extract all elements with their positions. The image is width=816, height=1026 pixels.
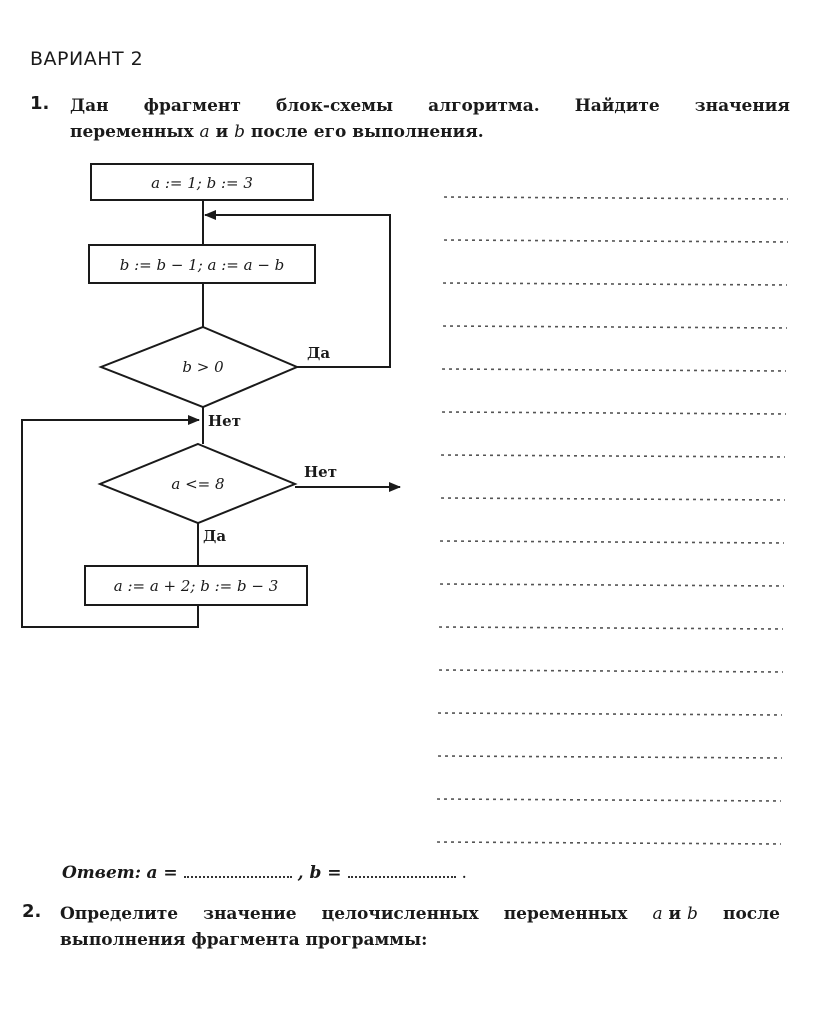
cond2-no-label: Нет <box>304 463 338 481</box>
writing-line <box>443 326 787 328</box>
cond2-yes-label: Да <box>203 527 227 545</box>
answer-a-prefix: a = <box>146 863 178 883</box>
loop-body-text: b := b − 1; a := a − b <box>119 256 285 274</box>
writing-line <box>438 713 782 715</box>
writing-line <box>442 412 786 414</box>
condition-2-text: a <= 8 <box>171 475 225 493</box>
task-1-line-1: Дан фрагмент блок-схемы алгоритма. Найдите значения <box>70 96 790 116</box>
answer-b-prefix: , b = <box>297 863 342 883</box>
task-2-line-2: выполнения фрагмента программы: <box>60 930 428 950</box>
answer-label: Ответ: <box>62 863 142 883</box>
writing-line <box>437 799 781 801</box>
task-1-line-2: переменных a и b после его выполнения. <box>70 122 484 142</box>
writing-line <box>444 197 788 199</box>
task-2-number: 2. <box>22 901 42 922</box>
init-text: a := 1; b := 3 <box>151 174 253 192</box>
writing-line <box>441 498 785 500</box>
cond1-yes-label: Да <box>307 344 331 362</box>
writing-line <box>439 627 783 629</box>
cond1-no-label: Нет <box>208 412 242 430</box>
writing-line <box>441 455 785 457</box>
condition-1-text: b > 0 <box>182 358 224 376</box>
answer-writing-lines <box>437 197 788 844</box>
writing-line <box>442 369 786 371</box>
answer-b-blank[interactable] <box>348 862 456 878</box>
writing-line <box>444 240 788 242</box>
writing-line <box>440 541 784 543</box>
writing-line <box>439 670 783 672</box>
writing-line <box>438 756 782 758</box>
writing-line <box>443 283 787 285</box>
writing-line <box>437 842 781 844</box>
writing-line <box>440 584 784 586</box>
task-2-text <box>60 901 780 953</box>
update-text: a := a + 2; b := b − 3 <box>113 577 279 595</box>
answer-end: . <box>461 863 467 883</box>
answer-line <box>62 862 467 883</box>
task-2-line-1: Определите значение целочисленных переменных a и b после <box>60 904 780 924</box>
variant-title: ВАРИАНТ 2 <box>30 48 144 70</box>
answer-a-blank[interactable] <box>184 862 292 878</box>
task-1-number: 1. <box>30 93 50 114</box>
